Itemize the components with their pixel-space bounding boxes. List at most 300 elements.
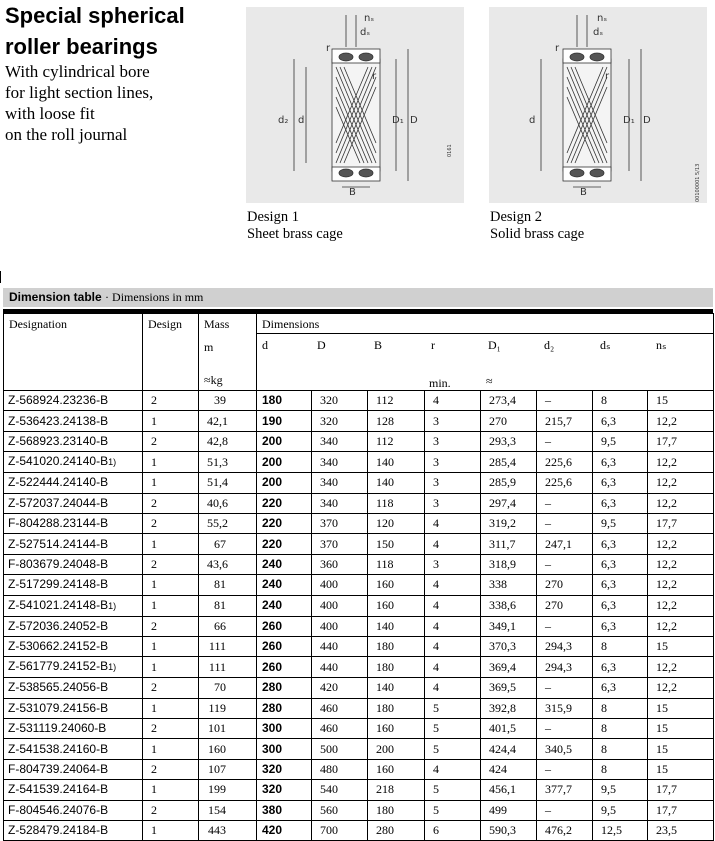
B-cell: 200 xyxy=(368,739,425,759)
design-cell: 2 xyxy=(143,493,199,513)
B-cell: 160 xyxy=(368,719,425,739)
D-cell: 370 xyxy=(312,534,368,554)
designation-text: Z-541538.24160-B xyxy=(8,741,109,756)
ds-cell: 8 xyxy=(593,719,648,739)
designation-cell xyxy=(4,391,143,411)
d-cell: 280 xyxy=(257,678,312,698)
ns-label: nₛ xyxy=(597,13,608,24)
d2-label: d₂ xyxy=(278,115,289,126)
D1-cell: 338 xyxy=(481,575,537,595)
mass-cell: 42,1 xyxy=(199,411,257,431)
design-cell: 1 xyxy=(143,821,199,841)
d-cell: 200 xyxy=(257,473,312,493)
d2-cell: – xyxy=(537,391,593,411)
D1-cell: 370,3 xyxy=(481,636,537,656)
d2-cell: – xyxy=(537,493,593,513)
ns-cell: 12,2 xyxy=(648,411,714,431)
designation-cell xyxy=(4,616,143,636)
d2-cell: 215,7 xyxy=(537,411,593,431)
mass-cell: 119 xyxy=(199,698,257,718)
title-line-1: Special spherical xyxy=(5,3,185,28)
ds-cell: 6,3 xyxy=(593,575,648,595)
designation-text: Z-522444.24140-B xyxy=(8,475,109,490)
mass-cell: 39 xyxy=(199,391,257,411)
mass-cell: 67 xyxy=(199,534,257,554)
mass-cell: 154 xyxy=(199,800,257,820)
ds-cell: 6,3 xyxy=(593,554,648,574)
ns-cell: 12,2 xyxy=(648,575,714,595)
r-cell: 4 xyxy=(425,534,481,554)
table-row xyxy=(4,821,714,841)
r-cell: 4 xyxy=(425,513,481,533)
ns-cell: 12,2 xyxy=(648,595,714,616)
ds-cell: 6,3 xyxy=(593,657,648,678)
ds-cell: 8 xyxy=(593,698,648,718)
D1-cell: 369,5 xyxy=(481,678,537,698)
design-1-drawing xyxy=(246,7,464,203)
d-cell: 320 xyxy=(257,759,312,779)
d-cell: 260 xyxy=(257,657,312,678)
table-body xyxy=(4,391,714,841)
mass-cell: 81 xyxy=(199,595,257,616)
B-label: B xyxy=(580,187,587,198)
d2-cell: 270 xyxy=(537,595,593,616)
designation-text: Z-568924.23236-B xyxy=(8,393,109,408)
d-cell: 220 xyxy=(257,493,312,513)
r-cell: 3 xyxy=(425,493,481,513)
design-cell: 2 xyxy=(143,391,199,411)
r-cell: 5 xyxy=(425,698,481,718)
design-cell: 1 xyxy=(143,636,199,656)
table-row xyxy=(4,473,714,493)
title-line-2: roller bearings xyxy=(5,34,158,59)
r-cell: 4 xyxy=(425,391,481,411)
table-header-row xyxy=(4,314,714,391)
r-cell: 4 xyxy=(425,759,481,779)
B-cell: 140 xyxy=(368,678,425,698)
D1-cell: 456,1 xyxy=(481,780,537,800)
mass-cell: 51,3 xyxy=(199,452,257,473)
designation-cell xyxy=(4,780,143,800)
D-cell: 540 xyxy=(312,780,368,800)
ns-cell: 12,2 xyxy=(648,678,714,698)
ns-cell: 15 xyxy=(648,698,714,718)
d-cell: 300 xyxy=(257,719,312,739)
D1-cell: 499 xyxy=(481,800,537,820)
table-row xyxy=(4,391,714,411)
d2-header: d₂ xyxy=(544,338,555,352)
designation-cell xyxy=(4,554,143,574)
table-row xyxy=(4,678,714,698)
design-1-cage: Sheet brass cage xyxy=(247,226,343,242)
designation-text: Z-572037.24044-B xyxy=(8,495,109,510)
design-2-caption xyxy=(490,209,584,243)
ns-cell: 23,5 xyxy=(648,821,714,841)
r-cell: 3 xyxy=(425,431,481,451)
D1-cell: 311,7 xyxy=(481,534,537,554)
D1-cell: 293,3 xyxy=(481,431,537,451)
d-cell: 200 xyxy=(257,452,312,473)
design-1-name: Design 1 xyxy=(247,209,299,225)
design-cell: 1 xyxy=(143,739,199,759)
ds-cell: 6,3 xyxy=(593,493,648,513)
mass-cell: 443 xyxy=(199,821,257,841)
mass-cell: 70 xyxy=(199,678,257,698)
D-cell: 370 xyxy=(312,513,368,533)
design-cell: 2 xyxy=(143,554,199,574)
d2-cell: 225,6 xyxy=(537,452,593,473)
table-row xyxy=(4,431,714,451)
d-cell: 380 xyxy=(257,800,312,820)
D-label: D xyxy=(643,115,651,126)
r-cell: 4 xyxy=(425,575,481,595)
D-header: D xyxy=(317,338,326,352)
ns-label: nₛ xyxy=(364,13,375,24)
D-cell: 340 xyxy=(312,493,368,513)
design-2-drawing xyxy=(489,7,707,203)
margin-marker xyxy=(0,271,4,283)
r-cell: 5 xyxy=(425,800,481,820)
design-cell: 2 xyxy=(143,513,199,533)
d2-cell: – xyxy=(537,759,593,779)
ns-cell: 15 xyxy=(648,391,714,411)
B-cell: 150 xyxy=(368,534,425,554)
designation-text: Z-541539.24164-B xyxy=(8,782,109,797)
mass-cell: 81 xyxy=(199,575,257,595)
designation-text: Z-538565.24056-B xyxy=(8,680,109,695)
D-cell: 560 xyxy=(312,800,368,820)
B-cell: 140 xyxy=(368,452,425,473)
B-cell: 180 xyxy=(368,800,425,820)
designation-text: Z-528479.24184-B xyxy=(8,823,109,838)
B-cell: 180 xyxy=(368,636,425,656)
mass-cell: 43,6 xyxy=(199,554,257,574)
ds-cell: 9,5 xyxy=(593,800,648,820)
r-label: r xyxy=(326,43,331,54)
ns-cell: 15 xyxy=(648,636,714,656)
B-cell: 180 xyxy=(368,657,425,678)
r-cell: 5 xyxy=(425,739,481,759)
D1-cell: 590,3 xyxy=(481,821,537,841)
ns-cell: 12,2 xyxy=(648,657,714,678)
D1-approx-header: ≈ xyxy=(486,374,493,388)
designation-cell xyxy=(4,719,143,739)
D1-cell: 424 xyxy=(481,759,537,779)
d2-cell: 377,7 xyxy=(537,780,593,800)
table-row xyxy=(4,534,714,554)
B-cell: 112 xyxy=(368,391,425,411)
designation-cell xyxy=(4,595,143,616)
D-cell: 460 xyxy=(312,698,368,718)
description-line: With cylindrical bore xyxy=(5,62,150,81)
d-cell: 200 xyxy=(257,431,312,451)
footnote-marker: 1) xyxy=(108,600,117,611)
table-row xyxy=(4,719,714,739)
mass-cell: 111 xyxy=(199,636,257,656)
table-row xyxy=(4,513,714,533)
D1-cell: 270 xyxy=(481,411,537,431)
designation-text: F-803679.24048-B xyxy=(8,556,109,571)
B-cell: 160 xyxy=(368,595,425,616)
ds-cell: 6,3 xyxy=(593,411,648,431)
ns-cell: 17,7 xyxy=(648,513,714,533)
designation-text: F-804288.23144-B xyxy=(8,516,109,531)
mass-cell: 40,6 xyxy=(199,493,257,513)
designation-text: F-804546.24076-B xyxy=(8,802,109,817)
ns-cell: 17,7 xyxy=(648,431,714,451)
D-cell: 440 xyxy=(312,657,368,678)
mass-cell: 199 xyxy=(199,780,257,800)
ns-cell: 12,2 xyxy=(648,616,714,636)
D-cell: 700 xyxy=(312,821,368,841)
d-label: d xyxy=(298,115,305,126)
designation-text: Z-572036.24052-B xyxy=(8,618,109,633)
design-cell: 1 xyxy=(143,657,199,678)
d-cell: 260 xyxy=(257,636,312,656)
designation-cell xyxy=(4,821,143,841)
designation-cell xyxy=(4,698,143,718)
designation-cell xyxy=(4,411,143,431)
d-cell: 420 xyxy=(257,821,312,841)
d2-cell: – xyxy=(537,616,593,636)
design-cell: 2 xyxy=(143,800,199,820)
design-cell: 2 xyxy=(143,431,199,451)
d2-cell: 476,2 xyxy=(537,821,593,841)
ds-cell: 12,5 xyxy=(593,821,648,841)
r-cell: 4 xyxy=(425,595,481,616)
d-header: d xyxy=(262,338,268,352)
designation-cell xyxy=(4,636,143,656)
ds-cell: 8 xyxy=(593,759,648,779)
table-row xyxy=(4,493,714,513)
designation-text: Z-527514.24144-B xyxy=(8,536,109,551)
D1-label: D₁ xyxy=(392,115,404,126)
D1-cell: 338,6 xyxy=(481,595,537,616)
mass-cell: 42,8 xyxy=(199,431,257,451)
B-cell: 112 xyxy=(368,431,425,451)
drawing-code: 0161 xyxy=(447,144,453,157)
designation-text: Z-561779.24152-B xyxy=(8,659,109,674)
D-label: D xyxy=(410,115,418,126)
designation-text: Z-517299.24148-B xyxy=(8,577,109,592)
design-cell: 2 xyxy=(143,616,199,636)
r-cell: 4 xyxy=(425,657,481,678)
designation-cell xyxy=(4,473,143,493)
design-cell: 1 xyxy=(143,452,199,473)
table-row xyxy=(4,636,714,656)
bearing-section-drawing-1 xyxy=(246,7,464,203)
B-label: B xyxy=(349,187,356,198)
designation-cell xyxy=(4,493,143,513)
ds-cell: 6,3 xyxy=(593,595,648,616)
B-cell: 128 xyxy=(368,411,425,431)
description-line: with loose fit xyxy=(5,104,95,123)
designation-cell xyxy=(4,431,143,451)
ds-cell: 8 xyxy=(593,739,648,759)
table-title: Dimension table xyxy=(9,290,102,304)
d2-cell: – xyxy=(537,719,593,739)
description-line: on the roll journal xyxy=(5,125,128,144)
ds-cell: 9,5 xyxy=(593,513,648,533)
designation-text: Z-536423.24138-B xyxy=(8,413,109,428)
table-row xyxy=(4,657,714,678)
D-cell: 320 xyxy=(312,391,368,411)
D1-label: D₁ xyxy=(623,115,635,126)
design-cell: 1 xyxy=(143,575,199,595)
d-cell: 190 xyxy=(257,411,312,431)
table-title-bar xyxy=(3,288,713,307)
ds-header: dₛ xyxy=(600,338,611,352)
d-cell: 180 xyxy=(257,391,312,411)
D1-cell: 285,4 xyxy=(481,452,537,473)
B-cell: 280 xyxy=(368,821,425,841)
ds-cell: 6,3 xyxy=(593,473,648,493)
ns-cell: 12,2 xyxy=(648,554,714,574)
B-cell: 160 xyxy=(368,575,425,595)
r-cell: 3 xyxy=(425,452,481,473)
ns-cell: 17,7 xyxy=(648,800,714,820)
D-cell: 440 xyxy=(312,636,368,656)
table-row xyxy=(4,452,714,473)
ds-cell: 6,3 xyxy=(593,616,648,636)
design-cell: 2 xyxy=(143,759,199,779)
d-cell: 260 xyxy=(257,616,312,636)
mass-cell: 51,4 xyxy=(199,473,257,493)
B-cell: 140 xyxy=(368,616,425,636)
mass-cell: 111 xyxy=(199,657,257,678)
d2-cell: – xyxy=(537,431,593,451)
design-cell: 1 xyxy=(143,698,199,718)
ds-cell: 8 xyxy=(593,391,648,411)
D-cell: 500 xyxy=(312,739,368,759)
designation-cell xyxy=(4,452,143,473)
designation-cell xyxy=(4,739,143,759)
dimensions-group-label: Dimensions xyxy=(262,317,320,331)
ds-cell: 8 xyxy=(593,636,648,656)
d-cell: 220 xyxy=(257,534,312,554)
ns-cell: 15 xyxy=(648,739,714,759)
footnote-marker: 1) xyxy=(108,457,117,468)
drawing-code: 00100001 5/13 xyxy=(695,163,701,202)
r-label: r xyxy=(605,71,610,82)
D-cell: 340 xyxy=(312,431,368,451)
d-cell: 220 xyxy=(257,513,312,533)
designation-text: Z-531119.24060-B xyxy=(8,721,107,736)
ds-label: dₛ xyxy=(360,27,371,38)
d2-cell: – xyxy=(537,554,593,574)
ns-cell: 15 xyxy=(648,759,714,779)
description-line: for light section lines, xyxy=(5,83,154,102)
r-cell: 3 xyxy=(425,411,481,431)
d-cell: 320 xyxy=(257,780,312,800)
designation-cell xyxy=(4,759,143,779)
d2-cell: 294,3 xyxy=(537,636,593,656)
D-cell: 460 xyxy=(312,719,368,739)
d-cell: 240 xyxy=(257,554,312,574)
d2-cell: 315,9 xyxy=(537,698,593,718)
design-cell: 1 xyxy=(143,780,199,800)
D-cell: 340 xyxy=(312,473,368,493)
d2-cell: – xyxy=(537,678,593,698)
D-cell: 480 xyxy=(312,759,368,779)
d-cell: 280 xyxy=(257,698,312,718)
r-cell: 4 xyxy=(425,636,481,656)
designation-cell xyxy=(4,534,143,554)
table-row xyxy=(4,595,714,616)
D1-cell: 285,9 xyxy=(481,473,537,493)
design-cell: 1 xyxy=(143,473,199,493)
ds-cell: 6,3 xyxy=(593,534,648,554)
design-cell: 1 xyxy=(143,595,199,616)
d-label: d xyxy=(529,115,536,126)
ns-header: nₛ xyxy=(656,338,667,352)
table-row xyxy=(4,698,714,718)
design-2-cage: Solid brass cage xyxy=(490,226,585,242)
d2-cell: 294,3 xyxy=(537,657,593,678)
table-row xyxy=(4,616,714,636)
designation-text: Z-541020.24140-B xyxy=(8,454,109,469)
table-subtitle: · Dimensions in mm xyxy=(105,290,204,304)
designation-text: Z-530662.24152-B xyxy=(8,639,109,654)
mass-cell: 55,2 xyxy=(199,513,257,533)
D-cell: 320 xyxy=(312,411,368,431)
d2-cell: 340,5 xyxy=(537,739,593,759)
B-cell: 118 xyxy=(368,493,425,513)
designation-cell xyxy=(4,800,143,820)
design-cell: 1 xyxy=(143,411,199,431)
r-min-header: min. xyxy=(429,376,451,390)
mass-cell: 101 xyxy=(199,719,257,739)
D-cell: 360 xyxy=(312,554,368,574)
r-cell: 5 xyxy=(425,780,481,800)
d2-cell: – xyxy=(537,513,593,533)
ns-cell: 12,2 xyxy=(648,493,714,513)
mass-cell: 107 xyxy=(199,759,257,779)
D1-cell: 319,2 xyxy=(481,513,537,533)
design-1-caption xyxy=(247,209,343,243)
designation-text: F-804739.24064-B xyxy=(8,762,109,777)
D1-cell: 297,4 xyxy=(481,493,537,513)
ns-cell: 12,2 xyxy=(648,534,714,554)
design-2-name: Design 2 xyxy=(490,209,542,225)
table-row xyxy=(4,800,714,820)
designation-header: Designation xyxy=(4,314,143,391)
ds-cell: 6,3 xyxy=(593,678,648,698)
B-cell: 118 xyxy=(368,554,425,574)
designation-text: Z-531079.24156-B xyxy=(8,700,109,715)
D-cell: 400 xyxy=(312,595,368,616)
r-cell: 4 xyxy=(425,616,481,636)
B-cell: 180 xyxy=(368,698,425,718)
ds-cell: 9,5 xyxy=(593,431,648,451)
design-header: Design xyxy=(143,314,199,391)
design-cell: 2 xyxy=(143,678,199,698)
dimensions-header xyxy=(257,314,714,391)
table-row xyxy=(4,759,714,779)
ns-cell: 12,2 xyxy=(648,473,714,493)
ds-label: dₛ xyxy=(593,27,604,38)
d-cell: 300 xyxy=(257,739,312,759)
r-header: r xyxy=(431,338,435,352)
r-label: r xyxy=(555,43,560,54)
ns-cell: 12,2 xyxy=(648,452,714,473)
table-row xyxy=(4,739,714,759)
design-cell: 1 xyxy=(143,534,199,554)
B-cell: 120 xyxy=(368,513,425,533)
designation-cell xyxy=(4,575,143,595)
product-description xyxy=(5,61,153,145)
B-cell: 160 xyxy=(368,759,425,779)
